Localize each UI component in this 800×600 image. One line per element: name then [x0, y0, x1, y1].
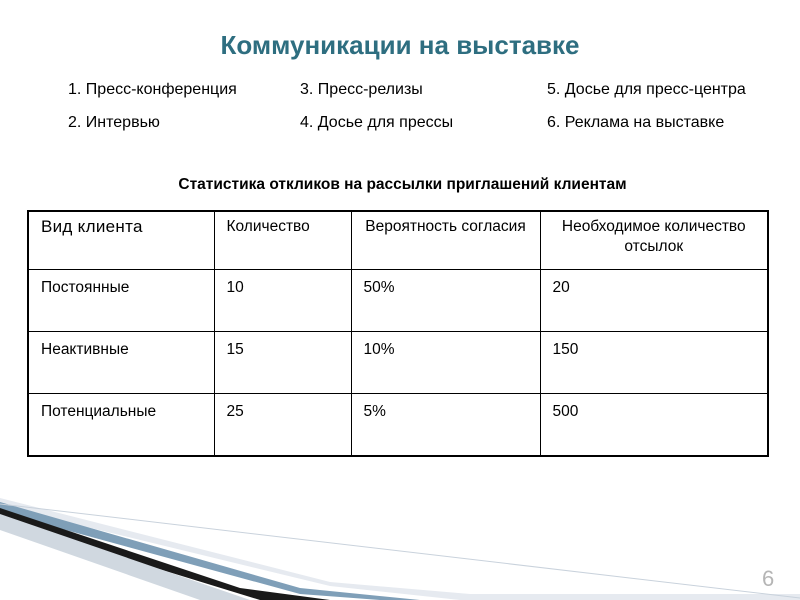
table-header-row	[28, 211, 768, 270]
table-cell: 500	[540, 394, 768, 457]
table-cell: 15	[214, 332, 351, 394]
column-header: Необходимое количество отсылок	[540, 211, 768, 270]
table-cell: 20	[540, 270, 768, 332]
table-cell: Неактивные	[28, 332, 214, 394]
list-item: 2. Интервью	[68, 114, 160, 131]
communications-list	[68, 80, 798, 140]
column-header: Вид клиента	[28, 211, 214, 270]
table-cell: 25	[214, 394, 351, 457]
table-cell: Постоянные	[28, 270, 214, 332]
table-cell: 10%	[351, 332, 540, 394]
list-item: 3. Пресс-релизы	[300, 81, 423, 98]
column-header: Количество	[214, 211, 351, 270]
decorative-swoosh	[0, 490, 800, 600]
table-cell: Потенциальные	[28, 394, 214, 457]
list-item: 5. Досье для пресс-центра	[547, 81, 746, 98]
table-cell: 150	[540, 332, 768, 394]
table-row	[28, 394, 768, 457]
list-item: 6. Реклама на выставке	[547, 114, 725, 131]
list-item: 4. Досье для прессы	[300, 114, 454, 131]
table-row	[28, 332, 768, 394]
slide-title: Коммуникации на выставке	[220, 30, 580, 60]
table-row	[28, 270, 768, 332]
page-number: 6	[762, 566, 775, 591]
list-item: 1. Пресс-конференция	[68, 81, 237, 98]
response-stats-table	[27, 210, 769, 457]
table-cell: 10	[214, 270, 351, 332]
table-cell: 5%	[351, 394, 540, 457]
column-header: Вероятность согласия	[351, 211, 540, 270]
table-cell: 50%	[351, 270, 540, 332]
table-title: Статистика откликов на рассылки приглашений клиентам	[178, 176, 627, 193]
